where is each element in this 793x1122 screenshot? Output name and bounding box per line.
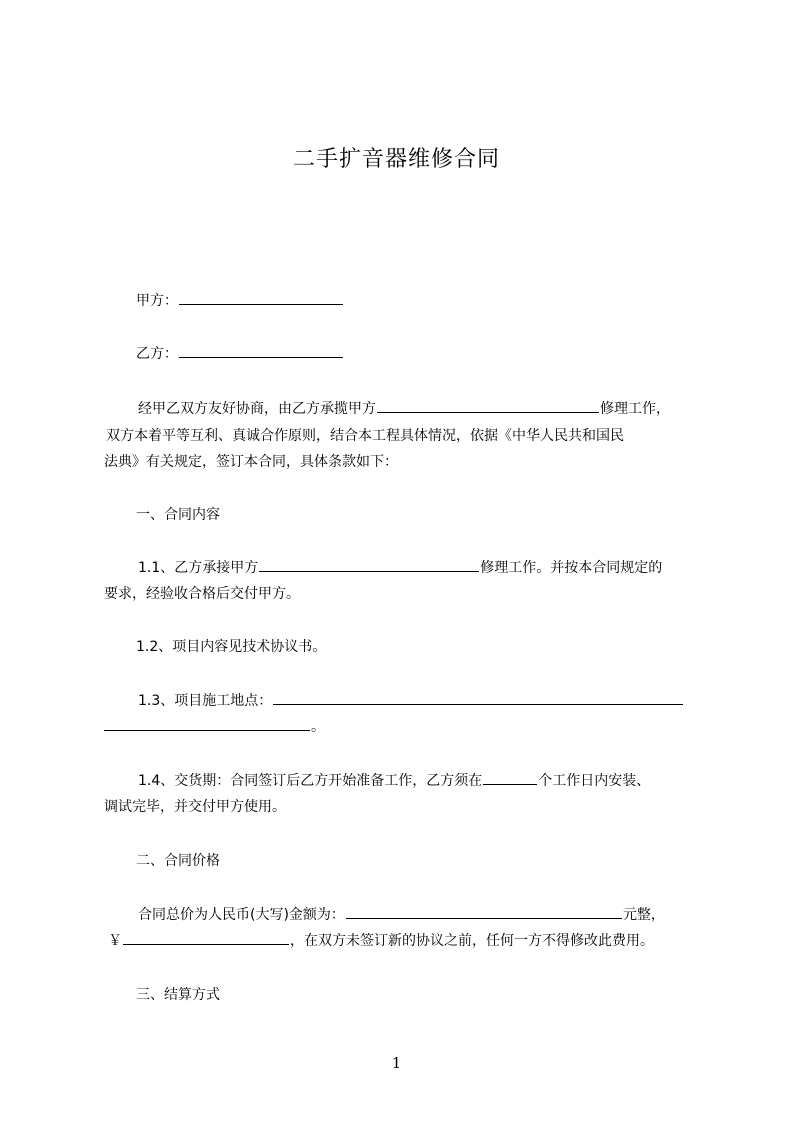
clause-1-4-text-b: 个工作日内安装、 — [538, 773, 651, 789]
party-b-line — [104, 341, 740, 367]
clause-1-3-line-1 — [104, 688, 742, 714]
document-title: 二手扩音器维修合同 — [292, 147, 500, 172]
price-text-b: 元整， — [622, 907, 665, 923]
clause-1-4-text-a: 1.4、交货期：合同签订后乙方开始准备工作，乙方须在 — [138, 773, 483, 789]
clause-1-3-line-2 — [104, 714, 708, 740]
intro-line-3: 法典》有关规定，签订本合同，具体条款如下： — [104, 454, 398, 470]
section1-heading: 一、合同内容 — [136, 507, 220, 523]
page-number: 1 — [391, 1054, 402, 1072]
party-a-blank[interactable] — [179, 290, 343, 305]
party-a-line — [104, 288, 740, 314]
price-words-blank[interactable] — [346, 904, 622, 919]
clause-1-2: 1.2、项目内容见技术协议书。 — [136, 639, 327, 655]
clause-1-4-line-1 — [104, 768, 742, 794]
section3-heading: 三、结算方式 — [136, 987, 220, 1003]
price-line-2 — [108, 928, 712, 954]
clause-1-3-text: 1.3、项目施工地点： — [138, 693, 273, 709]
clause-1-1-blank[interactable] — [259, 557, 479, 572]
intro-line-2: 双方本着平等互利、真诚合作原则，结合本工程具体情况，依据《中华人民共和国民 — [106, 428, 624, 444]
price-line-1 — [104, 902, 742, 928]
site-location-blank[interactable] — [273, 690, 683, 705]
intro-text-1b: 修理工作， — [600, 401, 670, 417]
clause-1-1-line-1 — [104, 555, 742, 581]
repair-item-blank[interactable] — [377, 398, 599, 413]
party-a-label: 甲方： — [136, 293, 178, 309]
clause-1-4-line-2: 调试完毕，并交付甲方使用。 — [104, 799, 286, 815]
yuan-symbol: ￥ — [108, 933, 122, 949]
intro-text-1a: 经甲乙双方友好协商，由乙方承揽甲方 — [138, 401, 376, 417]
clause-1-1-line-2: 要求，经验收合格后交付甲方。 — [104, 586, 300, 602]
price-text-a: 合同总价为人民币(大写)金额为： — [138, 907, 345, 923]
party-b-label: 乙方： — [136, 346, 178, 362]
intro-line-1 — [104, 396, 742, 422]
clause-1-1-text-a: 1.1、乙方承接甲方 — [138, 560, 259, 576]
price-figure-blank[interactable] — [123, 930, 289, 945]
clause-1-3-end: 。 — [311, 719, 325, 735]
workdays-blank[interactable] — [483, 770, 537, 785]
clause-1-1-text-b: 修理工作。并按本合同规定的 — [480, 560, 663, 576]
party-b-blank[interactable] — [179, 343, 343, 358]
section2-heading: 二、合同价格 — [136, 853, 220, 869]
price-text-c: ，在双方未签订新的协议之前，任何一方不得修改此费用。 — [290, 933, 654, 949]
site-location-blank-2[interactable] — [104, 716, 310, 731]
